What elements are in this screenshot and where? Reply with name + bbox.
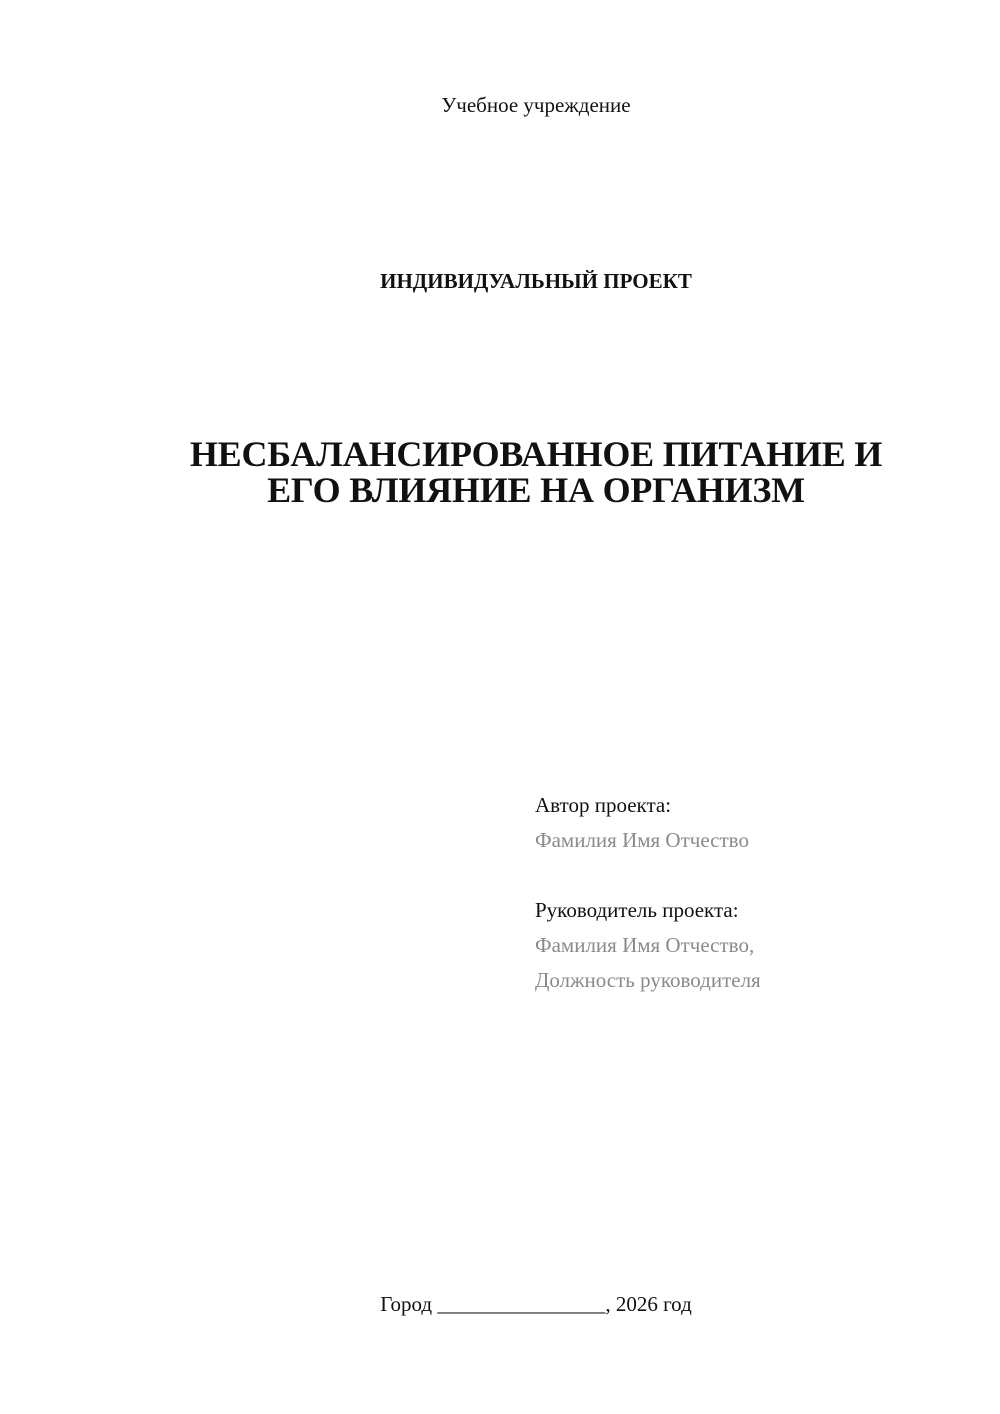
author-block — [535, 788, 749, 858]
institution-name: Учебное учреждение — [441, 93, 631, 117]
project-title-line-2: ЕГО ВЛИЯНИЕ НА ОРГАНИЗМ — [267, 470, 805, 510]
supervisor-block — [535, 893, 761, 998]
supervisor-label: Руководитель проекта: — [535, 898, 739, 922]
city-year-footer: Город ________________, 2026 год — [380, 1292, 692, 1316]
author-name: Фамилия Имя Отчество — [535, 828, 749, 852]
supervisor-position: Должность руководителя — [535, 968, 761, 992]
project-title-line-1: НЕСБАЛАНСИРОВАННОЕ ПИТАНИЕ И — [189, 434, 883, 474]
author-label: Автор проекта: — [535, 793, 672, 817]
supervisor-name: Фамилия Имя Отчество, — [535, 933, 755, 957]
project-title — [0, 436, 1000, 508]
document-type: ИНДИВИДУАЛЬНЫЙ ПРОЕКТ — [380, 269, 692, 293]
